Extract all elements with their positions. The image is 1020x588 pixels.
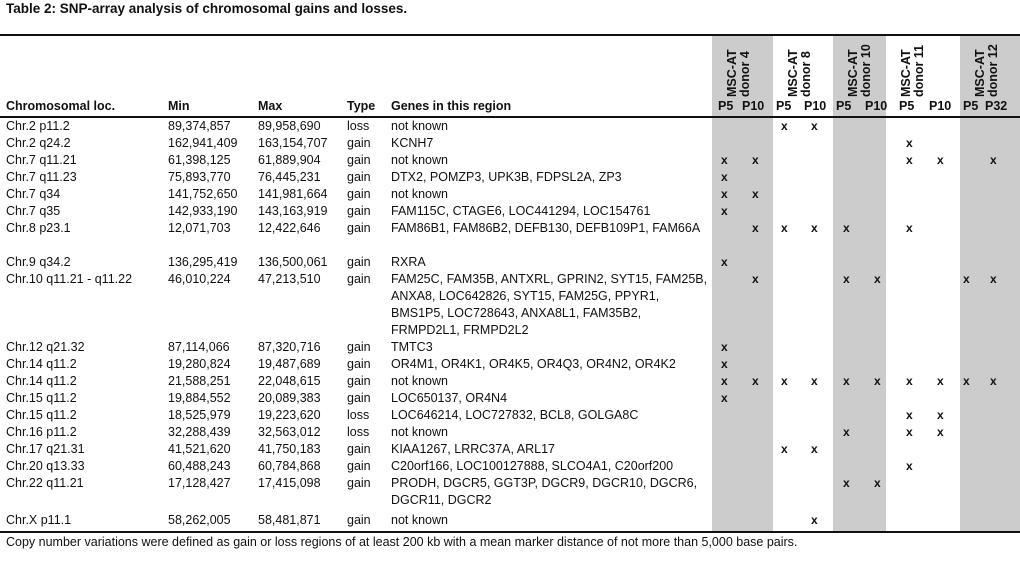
donor-line2: donor 8: [799, 51, 813, 97]
presence-mark: x: [874, 374, 881, 388]
cell-max: 12,422,646: [258, 221, 321, 235]
presence-mark: x: [781, 442, 788, 456]
presence-mark: x: [811, 513, 818, 527]
cell-type: gain: [347, 476, 371, 490]
cell-max: 141,981,664: [258, 187, 328, 201]
cell-max: 89,958,690: [258, 119, 321, 133]
presence-mark: x: [937, 408, 944, 422]
passage-header: P5: [836, 99, 852, 113]
cell-chromosomal-loc: Chr.20 q13.33: [6, 459, 85, 473]
cell-type: gain: [347, 513, 371, 527]
cell-genes: FAM115C, CTAGE6, LOC441294, LOC154761: [391, 204, 651, 218]
donor-header-donor-4: [726, 49, 752, 97]
top-rule: [0, 34, 1020, 36]
header-min: Min: [168, 99, 190, 113]
cell-genes: not known: [391, 187, 448, 201]
header-type: Type: [347, 99, 376, 113]
cell-genes: not known: [391, 513, 448, 527]
cell-max: 47,213,510: [258, 272, 321, 286]
presence-mark: x: [721, 357, 728, 371]
cell-type: gain: [347, 221, 371, 235]
cell-type: gain: [347, 357, 371, 371]
cell-min: 89,374,857: [168, 119, 231, 133]
cell-type: gain: [347, 136, 371, 150]
cell-min: 21,588,251: [168, 374, 231, 388]
cell-min: 46,010,224: [168, 272, 231, 286]
presence-mark: x: [874, 476, 881, 490]
cell-genes: not known: [391, 374, 448, 388]
cell-min: 141,752,650: [168, 187, 238, 201]
cell-type: gain: [347, 153, 371, 167]
cell-chromosomal-loc: Chr.10 q11.21 - q11.22: [6, 272, 133, 286]
presence-mark: x: [963, 272, 970, 286]
presence-mark: x: [781, 374, 788, 388]
presence-mark: x: [721, 255, 728, 269]
cell-max: 19,487,689: [258, 357, 321, 371]
cell-type: gain: [347, 340, 371, 354]
presence-mark: x: [906, 153, 913, 167]
cell-type: gain: [347, 272, 371, 286]
presence-mark: x: [752, 272, 759, 286]
footnote: Copy number variations were defined as gain or loss regions of at least 200 kb with a mean marker distance of not more than 5,000 base pairs.: [6, 535, 798, 549]
cell-max: 60,784,868: [258, 459, 321, 473]
cell-min: 136,295,419: [168, 255, 238, 269]
presence-mark: x: [906, 459, 913, 473]
cell-max: 87,320,716: [258, 340, 321, 354]
presence-mark: x: [843, 476, 850, 490]
cell-type: gain: [347, 459, 371, 473]
cell-min: 18,525,979: [168, 408, 231, 422]
donor-header-donor-12: [974, 44, 1000, 97]
passage-header: P10: [865, 99, 888, 113]
cell-min: 19,884,552: [168, 391, 231, 405]
cell-chromosomal-loc: Chr.12 q21.32: [6, 340, 85, 354]
donor-line1: MSC-AT: [973, 49, 987, 97]
cell-chromosomal-loc: Chr.7 q34: [6, 187, 61, 201]
donor-line1: MSC-AT: [725, 49, 739, 97]
cell-type: loss: [347, 425, 370, 439]
header-max: Max: [258, 99, 283, 113]
cell-chromosomal-loc: Chr.15 q11.2: [6, 408, 77, 422]
presence-mark: x: [843, 374, 850, 388]
cell-min: 12,071,703: [168, 221, 231, 235]
header-genes: Genes in this region: [391, 99, 512, 113]
donor-line1: MSC-AT: [899, 49, 913, 97]
cell-type: gain: [347, 374, 371, 388]
presence-mark: x: [906, 136, 913, 150]
presence-mark: x: [843, 221, 850, 235]
cell-genes: FAM25C, FAM35B, ANTXRL, GPRIN2, SYT15, FAM25B, ANXA8, LOC642826, SYT15, FAM25G, PPYR1, BMS1P5, LOC728643, ANXA8L1, FAM35B2, FRMPD2L1, FRMPD2L2: [391, 272, 708, 337]
presence-mark: x: [906, 374, 913, 388]
bottom-rule: [0, 531, 1020, 533]
donor-line1: MSC-AT: [846, 49, 860, 97]
cell-type: gain: [347, 255, 371, 269]
cell-min: 17,128,427: [168, 476, 231, 490]
cell-min: 32,288,439: [168, 425, 231, 439]
cell-genes: LOC650137, OR4N4: [391, 391, 508, 405]
cell-genes: TMTC3: [391, 340, 433, 354]
cell-chromosomal-loc: Chr.16 p11.2: [6, 425, 77, 439]
presence-mark: x: [843, 272, 850, 286]
cell-genes: not known: [391, 153, 448, 167]
passage-header: P10: [929, 99, 952, 113]
cell-chromosomal-loc: Chr.7 q11.21: [6, 153, 77, 167]
presence-mark: x: [906, 221, 913, 235]
presence-mark: x: [811, 119, 818, 133]
presence-mark: x: [811, 221, 818, 235]
passage-header: P10: [804, 99, 827, 113]
cell-genes: KIAA1267, LRRC37A, ARL17: [391, 442, 555, 456]
cell-min: 142,933,190: [168, 204, 238, 218]
donor-header-donor-8: [787, 49, 813, 97]
cell-max: 19,223,620: [258, 408, 321, 422]
cell-genes: FAM86B1, FAM86B2, DEFB130, DEFB109P1, FAM66A: [391, 221, 701, 235]
cell-min: 60,488,243: [168, 459, 231, 473]
presence-mark: x: [721, 340, 728, 354]
presence-mark: x: [752, 221, 759, 235]
cell-genes: KCNH7: [391, 136, 434, 150]
presence-mark: x: [937, 374, 944, 388]
cell-genes: C20orf166, LOC100127888, SLCO4A1, C20orf200: [391, 459, 674, 473]
cell-chromosomal-loc: Chr.22 q11.21: [6, 476, 84, 490]
presence-mark: x: [874, 272, 881, 286]
presence-mark: x: [721, 391, 728, 405]
cell-chromosomal-loc: Chr.9 q34.2: [6, 255, 71, 269]
cell-genes: PRODH, DGCR5, GGT3P, DGCR9, DGCR10, DGCR6, DGCR11, DGCR2: [391, 476, 698, 507]
presence-mark: x: [721, 374, 728, 388]
cell-chromosomal-loc: Chr.2 p11.2: [6, 119, 70, 133]
cell-max: 76,445,231: [258, 170, 321, 184]
header-chromosomal-loc: Chromosomal loc.: [6, 99, 116, 113]
cell-type: gain: [347, 204, 371, 218]
passage-header: P32: [985, 99, 1008, 113]
cell-max: 32,563,012: [258, 425, 321, 439]
cell-chromosomal-loc: Chr.7 q11.23: [6, 170, 77, 184]
cell-genes: not known: [391, 425, 448, 439]
cell-max: 136,500,061: [258, 255, 328, 269]
presence-mark: x: [906, 425, 913, 439]
cell-min: 87,114,066: [168, 340, 230, 354]
cell-max: 61,889,904: [258, 153, 321, 167]
cell-min: 58,262,005: [168, 513, 231, 527]
cell-min: 61,398,125: [168, 153, 231, 167]
cell-chromosomal-loc: Chr.17 q21.31: [6, 442, 85, 456]
cell-genes: not known: [391, 119, 448, 133]
cell-type: loss: [347, 119, 370, 133]
cell-type: gain: [347, 391, 371, 405]
cell-max: 163,154,707: [258, 136, 328, 150]
cell-max: 41,750,183: [258, 442, 321, 456]
cell-min: 162,941,409: [168, 136, 238, 150]
donor-header-donor-11: [900, 45, 926, 97]
presence-mark: x: [963, 374, 970, 388]
presence-mark: x: [937, 153, 944, 167]
presence-mark: x: [843, 425, 850, 439]
cell-genes: DTX2, POMZP3, UPK3B, FDPSL2A, ZP3: [391, 170, 622, 184]
presence-mark: x: [990, 153, 997, 167]
cell-max: 58,481,871: [258, 513, 321, 527]
passage-header: P5: [776, 99, 792, 113]
presence-mark: x: [937, 425, 944, 439]
cell-type: gain: [347, 170, 371, 184]
cell-type: gain: [347, 442, 371, 456]
donor-line2: donor 10: [859, 44, 873, 97]
cell-genes: OR4M1, OR4K1, OR4K5, OR4Q3, OR4N2, OR4K2: [391, 357, 676, 371]
donor-line1: MSC-AT: [786, 49, 800, 97]
presence-mark: x: [721, 204, 728, 218]
cell-max: 22,048,615: [258, 374, 321, 388]
presence-mark: x: [721, 153, 728, 167]
cell-chromosomal-loc: Chr.8 p23.1: [6, 221, 71, 235]
donor-line2: donor 12: [986, 44, 1000, 97]
cell-max: 17,415,098: [258, 476, 321, 490]
passage-header: P5: [963, 99, 979, 113]
cell-max: 143,163,919: [258, 204, 328, 218]
presence-mark: x: [752, 374, 759, 388]
cell-genes: LOC646214, LOC727832, BCL8, GOLGA8C: [391, 408, 639, 422]
cell-genes: RXRA: [391, 255, 426, 269]
presence-mark: x: [752, 187, 759, 201]
cell-chromosomal-loc: Chr.7 q35: [6, 204, 61, 218]
presence-mark: x: [811, 374, 818, 388]
cell-max: 20,089,383: [258, 391, 321, 405]
cell-min: 41,521,620: [168, 442, 231, 456]
passage-header: P10: [742, 99, 765, 113]
cell-min: 75,893,770: [168, 170, 231, 184]
presence-mark: x: [721, 187, 728, 201]
cell-chromosomal-loc: Chr.14 q11.2: [6, 357, 77, 371]
presence-mark: x: [781, 221, 788, 235]
cell-chromosomal-loc: Chr.2 q24.2: [6, 136, 71, 150]
cell-chromosomal-loc: Chr.14 q11.2: [6, 374, 77, 388]
passage-header: P5: [718, 99, 734, 113]
presence-mark: x: [721, 170, 728, 184]
cell-type: gain: [347, 187, 371, 201]
donor-line2: donor 11: [912, 44, 926, 97]
presence-mark: x: [990, 374, 997, 388]
cell-chromosomal-loc: Chr.X p11.1: [6, 513, 72, 527]
cell-type: loss: [347, 408, 370, 422]
presence-mark: x: [781, 119, 788, 133]
cell-min: 19,280,824: [168, 357, 231, 371]
presence-mark: x: [752, 153, 759, 167]
presence-mark: x: [990, 272, 997, 286]
passage-header: P5: [899, 99, 915, 113]
donor-line2: donor 4: [738, 51, 752, 97]
cell-chromosomal-loc: Chr.15 q11.2: [6, 391, 77, 405]
presence-mark: x: [906, 408, 913, 422]
donor-header-donor-10: [847, 44, 873, 97]
presence-mark: x: [811, 442, 818, 456]
table-title: Table 2: SNP-array analysis of chromosomal gains and losses.: [6, 1, 408, 16]
